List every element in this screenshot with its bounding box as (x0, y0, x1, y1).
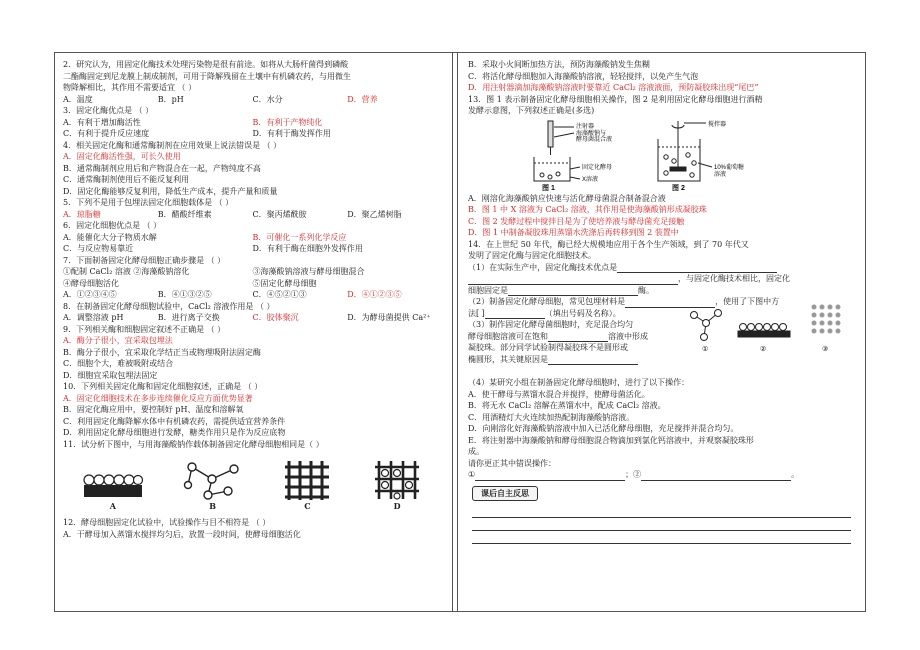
text-line: A．刚溶化海藻酸钠应快速与活化酵母菌混合制备混合液 (468, 193, 666, 203)
option-row (63, 278, 442, 290)
option-row (63, 312, 442, 324)
answer-blank[interactable] (485, 310, 545, 319)
text-line: 5．下列不是用于包埋法固定化细胞载体是 （ ） (63, 198, 234, 207)
option: B．有利于产物纯化 (252, 117, 323, 127)
text-line: 10．下列相关固定化酶和固定化细胞叙述，正确是 （ ） (63, 382, 263, 391)
reflection-line[interactable] (472, 518, 851, 531)
text-line: 4．相关固定化酶和通常酶制剂在应用效果上说法错误是 （ ） (63, 140, 282, 150)
text-line: A．干酵母加入蒸馏水搅拌均匀后，放置一段时间，使酵母细胞活化 (63, 529, 301, 539)
text-line: C．细胞个大，难被吸附或结合 (63, 359, 174, 368)
option-row (63, 94, 442, 106)
option: A．有利于增加酶活性 (63, 117, 141, 127)
correction-line: ① ；② 。 (468, 470, 800, 479)
text-line: 13．图 1 表示制备固定化酵母细胞相关操作，图 2 是利用固定化酵母细胞进行酒精 (468, 94, 763, 104)
option: B．pH (157, 94, 184, 104)
fig2-label-stirrer: 搅拌器 (708, 121, 727, 128)
option: C．胶体聚沉 (252, 313, 299, 322)
reflection-line[interactable] (472, 531, 851, 544)
option-row (63, 209, 442, 221)
text-line: C．利用固定化酶降解水体中有机磷农药，需提供适宜营养条件 (63, 416, 286, 426)
option: A．调整溶液 pH (63, 313, 124, 322)
option: A．①②③④⑤ (63, 290, 117, 299)
figure-a: A (82, 459, 144, 511)
figure-c: C (304, 501, 311, 511)
reflection-badge: 课后自主反思 (472, 486, 538, 501)
text-line: B．将无水 CaCl₂ 溶解在蒸馏水中，配成 CaCl₂ 溶液。 (468, 401, 666, 410)
option: ①配制 CaCl₂ 溶液 ②海藻酸钠溶化 (63, 267, 190, 276)
option: D．为酵母菌提供 Ca²⁺ (347, 313, 431, 322)
fig2-caption: 图 2 (672, 184, 685, 191)
question-14-part-1: （1）在实际生产中，固定化酶技术优点是 ，与固定化酶技术相比，固定化 细胞固定是 酶。 （2）制备固定化酵母细胞，常见包埋材料是 ，使用了下图中方 法[ ] （填出号码及名称）。 (468, 262, 790, 318)
text-line: 8．在制备固定化酵母细胞试验中，CaCl₂ 溶液作用是 （ ） (63, 301, 275, 311)
text-line: 3．固定化酶优点是 （ ） (63, 106, 154, 115)
reflection-line[interactable] (472, 505, 851, 518)
answer-blank[interactable] (617, 264, 777, 273)
option-row (63, 243, 442, 255)
option: D．有利于酶发挥作用 (252, 129, 331, 138)
option: C．聚丙烯酰胺 (252, 209, 307, 219)
text-line: C．将活化酵母细胞加入海藻酸钠溶液，轻轻搅拌，以免产生气泡 (468, 71, 699, 81)
worksheet (54, 52, 866, 612)
method-label-2: ② (760, 345, 767, 353)
fig1-label-x-solution: X溶液 (582, 176, 599, 183)
text-line: A．使干酵母与蒸馏水混合并搅拌，使酵母菌活化。 (468, 389, 650, 399)
option: C．与反应物易靠近 (63, 244, 134, 253)
option: C．有利于提升反应速度 (63, 129, 150, 138)
option-row (63, 128, 442, 140)
text-line: D．利用固定化酵母细胞进行发酵，糖类作用只是作为反应底物 (63, 428, 286, 437)
answer-blank[interactable] (508, 287, 638, 296)
fig1-caption: 图 1 (542, 184, 555, 191)
option: D．聚乙烯树脂 (347, 209, 402, 219)
fig2-label-glucose: 10%葡萄糖 (714, 164, 745, 171)
option-row (63, 232, 442, 244)
fermentation-figures (468, 119, 855, 191)
text-line: D．固定化酶能够反复利用，降低生产成本，提升产量和质量 (63, 186, 278, 196)
text-line: 9．下列相关酶和细胞固定叙述不正确是 （ ） (63, 324, 226, 334)
option: B．可催化一系列化学反应 (252, 232, 347, 242)
fig1-label-immobilized: 固定化酵母 (582, 164, 613, 171)
text-line: E．将注射器中海藻酸钠和酵母细胞混合物滴加到氯化钙溶液中，并观察凝胶珠形 (468, 435, 754, 445)
answer-blank[interactable] (641, 472, 791, 481)
figure-d: D (371, 459, 423, 511)
option: ⑤固定化酵母细胞 (252, 278, 317, 288)
text-line: 6．固定化细胞优点是 （ ） (63, 221, 162, 230)
text-line: 12．酵母细胞固定化试验中，试验操作与目不相符是 （ ） (63, 518, 271, 527)
option: B．进行离子交换 (157, 313, 220, 322)
text-line: 发酵示意图，下列叙述正确是(多选) (468, 106, 595, 115)
text-line: 11．试分析下图中，与用海藻酸钠作载体制备固定化酵母细胞相同是（ ） (63, 439, 324, 449)
fig2-label-solution: 溶液 (714, 171, 727, 178)
text-line: 发明了固定化酶与固定化细胞技术。 (468, 251, 596, 260)
method-label-3: ③ (822, 345, 829, 353)
option-row (63, 117, 442, 129)
option: A．温度 (63, 94, 93, 104)
fig1-label-syringe: 注射器 (576, 123, 595, 130)
option: ④酵母细胞活化 (63, 278, 119, 288)
text-line: 14．在上世纪 50 年代，酶已经大规模地应用于各个生产领域，到了 70 年代又 (468, 239, 749, 249)
option: B．④①③②⑤ (157, 290, 212, 299)
text-line: D．细胞宜采取包埋法固定 (63, 370, 158, 380)
text-line: C．图 2 发酵过程中搅拌目是为了使培养液与酵母菌充足接触 (468, 216, 685, 226)
fig1-label-mixture-1: 海藻酸钠与 (576, 130, 607, 137)
text-line: B．固定化酶应用中，要控制好 pH、温度和溶解氧 (63, 405, 244, 414)
option-row (63, 266, 442, 278)
question-14-part-3: （3）制作固定化酵母菌细胞时，充足混合均匀 酵母细胞溶液可在饱和 溶液中形成 凝胶珠。部分同学试验制得凝胶珠不是圆形或 椭圆形，其关键原因是 ① ② ③ (468, 319, 855, 377)
text-line: A．固定化细胞技术在多步连续催化反应方面优势显著 (63, 393, 253, 403)
left-column (55, 53, 453, 611)
option-row (63, 289, 442, 301)
text-line: D．用注射器滴加海藻酸钠溶液时要靠近 CaCl₂ 溶液液面，预防凝胶珠出现“尾巴” (468, 83, 759, 92)
answer-blank[interactable] (548, 333, 608, 342)
answer-blank[interactable] (468, 276, 678, 285)
text-line: A．酶分子很小，宜采取包埋法 (63, 336, 173, 345)
text-line: B．采取小火间断加热方法，预防海藻酸钠发生焦糊 (468, 60, 650, 69)
text-line: 请你更正其中错误操作： (468, 458, 556, 468)
text-line: B．图 1 中 X 溶液为 CaCl₂ 溶液，其作用是使海藻酸钠形成凝胶珠 (468, 205, 707, 214)
text-line: 2．研究认为，用固定化酶技术处理污染物是很有前途。如将从大肠杆菌得到磷酸 (63, 60, 349, 69)
question-14-part-4 (468, 377, 855, 469)
text-line: 7．下面制备固定化酵母细胞正确步骤是 （ ） (63, 255, 226, 265)
option: ③海藻酸钠溶液与酵母细胞混合 (252, 267, 365, 276)
carrier-figures (63, 453, 442, 511)
text-line: B．通常酶制剂应用后和产物混合在一起，产物纯度不高 (63, 163, 261, 173)
text-line: A．固定化酶活性强，可长久使用 (63, 152, 181, 161)
option: A．能催化大分子物质水解 (63, 232, 157, 242)
option: B．醋酸纤维素 (157, 209, 212, 219)
text-line: 成。 (468, 447, 484, 456)
fig1-label-mixture-2: 酵母菌混合液 (576, 136, 613, 143)
text-line: C．通常酶制剂使用后不能反复利用 (63, 175, 190, 184)
option: C．水分 (252, 94, 283, 104)
right-column (457, 53, 865, 611)
option: D．有利于酶在细胞外发挥作用 (252, 244, 363, 253)
text-line: C．用酒精灯大火连续加热配制海藻酸钠溶液。 (468, 412, 635, 422)
option: D．④①②③⑤ (347, 290, 402, 299)
text-line: 物降解相比，其作用不需要适宜 （ ） (63, 83, 197, 92)
text-line: D．向刚溶化好海藻酸钠溶液中加入已活化酵母细胞，充足搅拌并混合均匀。 (468, 424, 739, 433)
text-line: B．酶分子很小，宜采取化学结正当或物理吸附法固定酶 (63, 347, 261, 357)
option: A．琼脂糖 (63, 209, 101, 219)
figure-b: B (182, 459, 244, 511)
text-line: （4）某研究小组在制备固定化酵母细胞时，进行了以下操作： (468, 378, 690, 387)
text-line: 二酯酶固定到尼龙膜上制成制剂，可用于降解残留在土壤中有机磷农药，与用微生 (63, 71, 351, 81)
text-line: D．图 1 中制备凝胶珠用蒸馏水洗涤后再转移到图 2 装置中 (468, 228, 679, 237)
method-figures (686, 301, 846, 357)
option: D．营养 (347, 94, 378, 104)
answer-blank[interactable] (475, 472, 625, 481)
method-label-1: ① (702, 345, 709, 353)
option: C．④⑤②①③ (252, 290, 307, 299)
answer-blank[interactable] (548, 356, 638, 365)
